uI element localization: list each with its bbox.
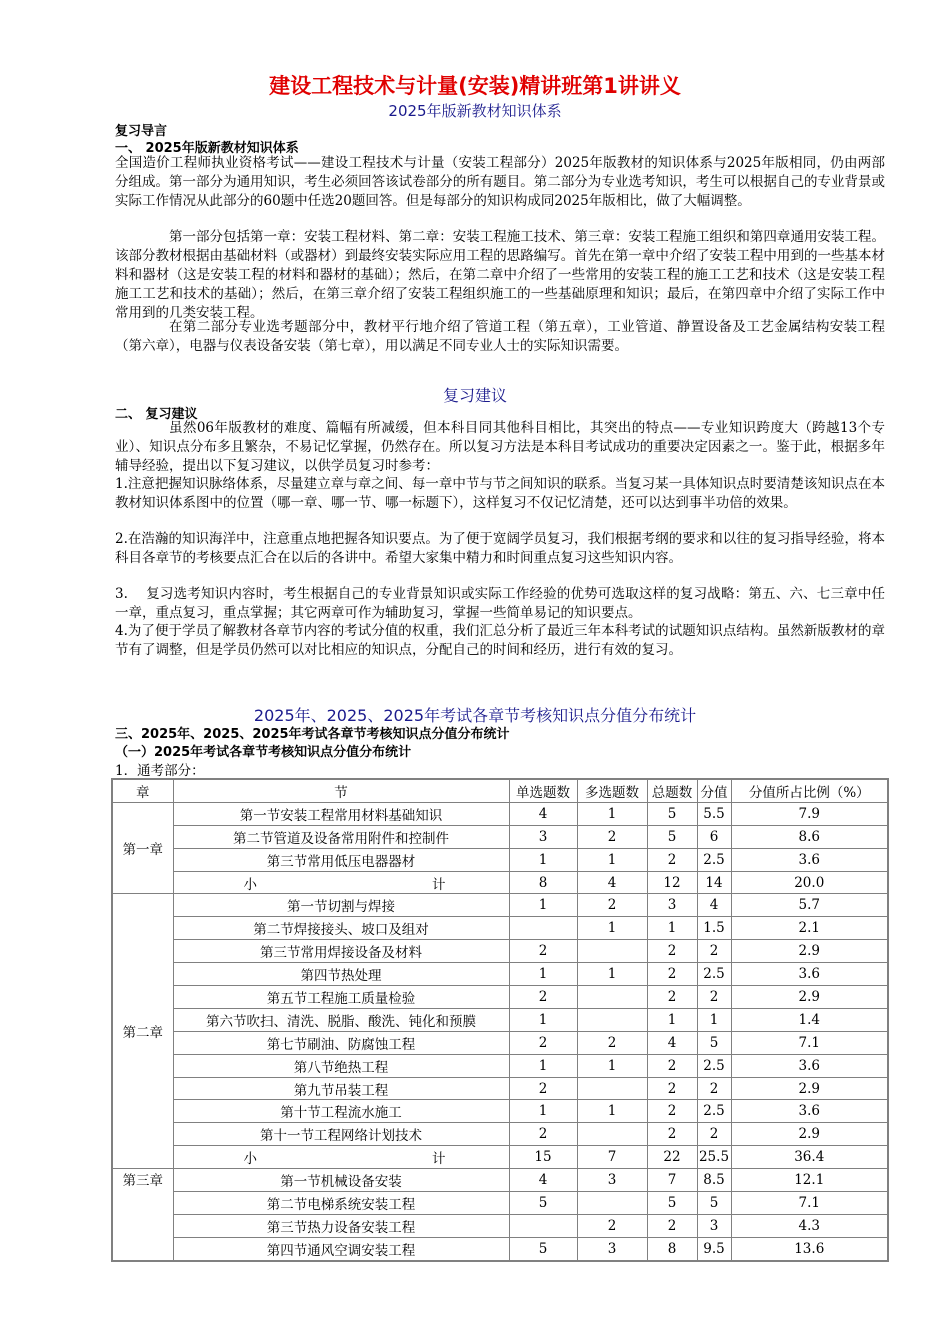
multi-choice-count-cell [577,1123,647,1146]
ratio-cell: 7.1 [731,1192,888,1215]
ratio-cell: 3.6 [731,1100,888,1123]
table-row [112,1123,888,1146]
table-row [112,1192,888,1215]
total-count-cell: 5 [647,825,697,848]
table-row [112,963,888,986]
section-cell: 第十一节工程网络计划技术 [173,1123,509,1146]
score-cell: 2.5 [697,963,731,986]
multi-choice-count-cell: 2 [577,1214,647,1237]
stats-section-title: 2025年、2025、2025年考试各章节考核知识点分值分布统计 [253,706,697,725]
ratio-cell: 3.6 [731,963,888,986]
review-item-heading: 二、 复习建议 [115,407,198,422]
section-cell: 第九节吊装工程 [173,1077,509,1100]
table-row [112,894,888,917]
column-header: 单选题数 [509,779,577,802]
total-count-cell: 2 [647,1054,697,1077]
section-cell: 第二节电梯系统安装工程 [173,1192,509,1215]
review-section-title: 复习建议 [442,386,507,405]
ratio-cell: 7.9 [731,802,888,825]
ratio-cell: 2.9 [731,940,888,963]
table-row [112,1031,888,1054]
subtotal-label-cell [173,1146,509,1169]
score-cell: 3 [697,1214,731,1237]
single-choice-count-cell: 1 [509,1100,577,1123]
single-choice-count-cell: 5 [509,1237,577,1260]
ratio-cell: 2.9 [731,1077,888,1100]
column-header: 总题数 [647,779,697,802]
score-cell: 5.5 [697,802,731,825]
score-cell: 1 [697,1008,731,1031]
total-count-cell: 2 [647,848,697,871]
subtotal-multi-cell: 7 [577,1146,647,1169]
subtotal-label-left: 小 [243,876,257,893]
review-tip-3: 3. 复习选考知识内容时，考生根据自己的专业背景知识或实际工作经验的优势可选取这样的复习战略：第五、六、七三章中任一章，重点复习，重点掌握；其它两章可作为辅助复习，掌握一些简单易记的知识要点。 [115,586,885,621]
single-choice-count-cell: 2 [509,940,577,963]
table-row [112,1237,888,1260]
section-cell: 第七节刷油、防腐蚀工程 [173,1031,509,1054]
subtotal-score-cell: 14 [697,871,731,894]
section-cell: 第十节工程流水施工 [173,1100,509,1123]
score-cell: 1.5 [697,917,731,940]
single-choice-count-cell: 1 [509,894,577,917]
subtotal-total-cell: 12 [647,871,697,894]
score-cell: 2 [697,986,731,1009]
stats-sub-heading: （一）2025年考试各章节考核知识点分值分布统计 [115,745,412,760]
total-count-cell: 1 [647,917,697,940]
ratio-cell: 13.6 [731,1237,888,1260]
column-header: 分值 [697,779,731,802]
ratio-cell: 4.3 [731,1214,888,1237]
column-header: 节 [173,779,509,802]
score-cell: 9.5 [697,1237,731,1260]
section-cell: 第六节吹扫、清洗、脱脂、酸洗、钝化和预膜 [173,1008,509,1031]
score-cell: 6 [697,825,731,848]
single-choice-count-cell [509,1214,577,1237]
multi-choice-count-cell: 1 [577,848,647,871]
total-count-cell: 8 [647,1237,697,1260]
section-cell: 第三节常用焊接设备及材料 [173,940,509,963]
ratio-cell: 5.7 [731,894,888,917]
column-header: 多选题数 [577,779,647,802]
total-count-cell: 2 [647,1077,697,1100]
subtotal-multi-cell: 4 [577,871,647,894]
review-tip-2: 2.在浩瀚的知识海洋中，注意重点地把握各知识要点。为了便于宽阔学员复习，我们根据考纲的要求和以往的复习指导经验，将本科目各章节的考核要点汇合在以后的各讲中。希望大家集中精力和时间重点复习这些知识内容。 [115,531,885,566]
score-cell: 5 [697,1031,731,1054]
multi-choice-count-cell: 1 [577,1054,647,1077]
single-choice-count-cell: 4 [509,802,577,825]
subtotal-ratio-cell: 20.0 [731,871,888,894]
ratio-cell: 8.6 [731,825,888,848]
subtotal-label-right: 计 [432,1151,446,1168]
total-count-cell: 4 [647,1031,697,1054]
subtotal-row [112,871,888,894]
multi-choice-count-cell [577,986,647,1009]
multi-choice-count-cell: 2 [577,825,647,848]
ratio-cell: 2.9 [731,986,888,1009]
table-row [112,986,888,1009]
chapter-cell: 第三章 [112,1169,173,1261]
table-row [112,1008,888,1031]
single-choice-count-cell: 2 [509,1031,577,1054]
subtotal-single-cell: 15 [509,1146,577,1169]
subtotal-label-right: 计 [432,876,446,893]
column-header: 章 [112,779,173,802]
score-cell: 4 [697,894,731,917]
ratio-cell: 7.1 [731,1031,888,1054]
ratio-cell: 2.1 [731,917,888,940]
page-title: 建设工程技术与计量(安装)精讲班第1讲讲义 [269,74,681,98]
total-count-cell: 2 [647,1123,697,1146]
stats-item-heading: 三、2025年、2025、2025年考试各章节考核知识点分值分布统计 [115,727,510,742]
section-cell: 第一节切割与焊接 [173,894,509,917]
review-tip-4: 4.为了便于学员了解教材各章节内容的考试分值的权重，我们汇总分析了最近三年本科考试的试题知识点结构。虽然新版教材的章节有了调整，但是学员仍然可以对比相应的知识点，分配自己的时间和经历，进行有效的复习。 [115,623,885,658]
subtotal-row [112,1146,888,1169]
multi-choice-count-cell: 3 [577,1169,647,1192]
section-cell: 第一节安装工程常用材料基础知识 [173,802,509,825]
score-cell: 2.5 [697,1100,731,1123]
review-tip-1: 1.注意把握知识脉络体系，尽量建立章与章之间、每一章中节与节之间知识的联系。当复习某一具体知识点时要清楚该知识点在本教材知识体系图中的位置（哪一章、哪一节、哪一标题下），这样复习不仅记忆清楚，还可以达到事半功倍的效果。 [115,476,885,511]
section-cell: 第五节工程施工质量检验 [173,986,509,1009]
section-cell: 第四节通风空调安装工程 [173,1237,509,1260]
intro-item-heading: 一、 2025年版新教材知识体系 [115,141,299,156]
multi-choice-count-cell [577,940,647,963]
single-choice-count-cell: 1 [509,848,577,871]
subtotal-label-cell [173,871,509,894]
chapter-cell: 第二章 [112,894,173,1169]
total-count-cell: 1 [647,1008,697,1031]
score-distribution-table [111,778,889,1262]
table-row [112,802,888,825]
multi-choice-count-cell: 3 [577,1237,647,1260]
score-cell: 2 [697,1123,731,1146]
intro-paragraph-1: 全国造价工程师执业资格考试——建设工程技术与计量（安装工程部分）2025年版教材的知识体系与2025年版相同，仍由两部分组成。第一部分为通用知识，考生必须回答该试卷部分的所有题目。第二部分为专业选考知识，考生可以根据自己的专业背景或实际工作情况从此部分的60题中任选20题回答。但是每部分的知识构成同2025年版相比，做了大幅调整。 [115,155,885,209]
multi-choice-count-cell: 1 [577,963,647,986]
table-row [112,848,888,871]
table-row [112,1054,888,1077]
single-choice-count-cell: 2 [509,1077,577,1100]
subtotal-total-cell: 22 [647,1146,697,1169]
total-count-cell: 3 [647,894,697,917]
section-cell: 第三节常用低压电器器材 [173,848,509,871]
section-cell: 第四节热处理 [173,963,509,986]
column-header: 分值所占比例（%） [731,779,888,802]
score-cell: 2 [697,940,731,963]
table-row [112,1214,888,1237]
table-row [112,1077,888,1100]
total-count-cell: 2 [647,1100,697,1123]
score-cell: 2.5 [697,1054,731,1077]
score-cell: 5 [697,1192,731,1215]
ratio-cell: 2.9 [731,1123,888,1146]
stats-part-label: 1．通考部分： [115,763,205,779]
single-choice-count-cell: 5 [509,1192,577,1215]
single-choice-count-cell: 1 [509,1008,577,1031]
subtotal-score-cell: 25.5 [697,1146,731,1169]
page-subtitle: 2025年版新教材知识体系 [388,102,562,120]
total-count-cell: 2 [647,963,697,986]
subtotal-single-cell: 8 [509,871,577,894]
table-row [112,1100,888,1123]
ratio-cell: 3.6 [731,1054,888,1077]
multi-choice-count-cell [577,1008,647,1031]
section-cell: 第八节绝热工程 [173,1054,509,1077]
multi-choice-count-cell: 1 [577,1100,647,1123]
table-row [112,940,888,963]
table-row [112,917,888,940]
intro-heading: 复习导言 [115,124,168,139]
ratio-cell: 3.6 [731,848,888,871]
intro-paragraph-2: 第一部分包括第一章：安装工程材料、第二章：安装工程施工技术、第三章：安装工程施工组织和第四章通用安装工程。该部分教材根据由基础材料（或器材）到最终安装实际应用工程的思路编写。首先在第一章中介绍了安装工程中用到的一些基本材料和器材（这是安装工程的材料和器材的基础）；然后，在第二章中介绍了一些常用的安装工程的施工工艺和技术（这是安装工程施工工艺和技术的基础）；然后，在第三章介绍了安装工程组织施工的一些基础原理和知识；最后，在第四章中介绍了实际工作中常用到的几类安装工程。 [115,229,885,321]
table-row [112,1169,888,1192]
table-row [112,825,888,848]
section-cell: 第二节焊接接头、坡口及组对 [173,917,509,940]
total-count-cell: 2 [647,940,697,963]
single-choice-count-cell: 3 [509,825,577,848]
single-choice-count-cell: 4 [509,1169,577,1192]
multi-choice-count-cell [577,1192,647,1215]
chapter-cell: 第一章 [112,802,173,894]
total-count-cell: 2 [647,986,697,1009]
single-choice-count-cell: 2 [509,1123,577,1146]
review-paragraph: 虽然06年版教材的难度、篇幅有所减缓，但本科目同其他科目相比，其突出的特点——专业知识跨度大（跨越13个专业）、知识点分布多且繁杂，不易记忆掌握，仍然存在。所以复习方法是本科目考试成功的重要决定因素之一。鉴于此，根据多年辅导经验，提出以下复习建议，以供学员复习时参考： [115,420,885,474]
score-cell: 2 [697,1077,731,1100]
multi-choice-count-cell: 1 [577,802,647,825]
ratio-cell: 12.1 [731,1169,888,1192]
total-count-cell: 2 [647,1214,697,1237]
total-count-cell: 5 [647,802,697,825]
table-body [112,802,888,1260]
multi-choice-count-cell: 2 [577,1031,647,1054]
section-cell: 第一节机械设备安装 [173,1169,509,1192]
total-count-cell: 7 [647,1169,697,1192]
multi-choice-count-cell: 2 [577,894,647,917]
section-cell: 第二节管道及设备常用附件和控制件 [173,825,509,848]
score-cell: 8.5 [697,1169,731,1192]
intro-paragraph-3: 在第二部分专业选考题部分中，教材平行地介绍了管道工程（第五章），工业管道、静置设备及工艺金属结构安装工程（第六章），电器与仪表设备安装（第七章），用以满足不同专业人士的实际知识需要。 [115,319,885,354]
single-choice-count-cell [509,917,577,940]
ratio-cell: 1.4 [731,1008,888,1031]
table-header-row [112,779,888,802]
section-cell: 第三节热力设备安装工程 [173,1214,509,1237]
single-choice-count-cell: 2 [509,986,577,1009]
total-count-cell: 5 [647,1192,697,1215]
single-choice-count-cell: 1 [509,963,577,986]
multi-choice-count-cell [577,1077,647,1100]
subtotal-ratio-cell: 36.4 [731,1146,888,1169]
score-cell: 2.5 [697,848,731,871]
single-choice-count-cell: 1 [509,1054,577,1077]
subtotal-label-left: 小 [243,1151,257,1168]
multi-choice-count-cell: 1 [577,917,647,940]
